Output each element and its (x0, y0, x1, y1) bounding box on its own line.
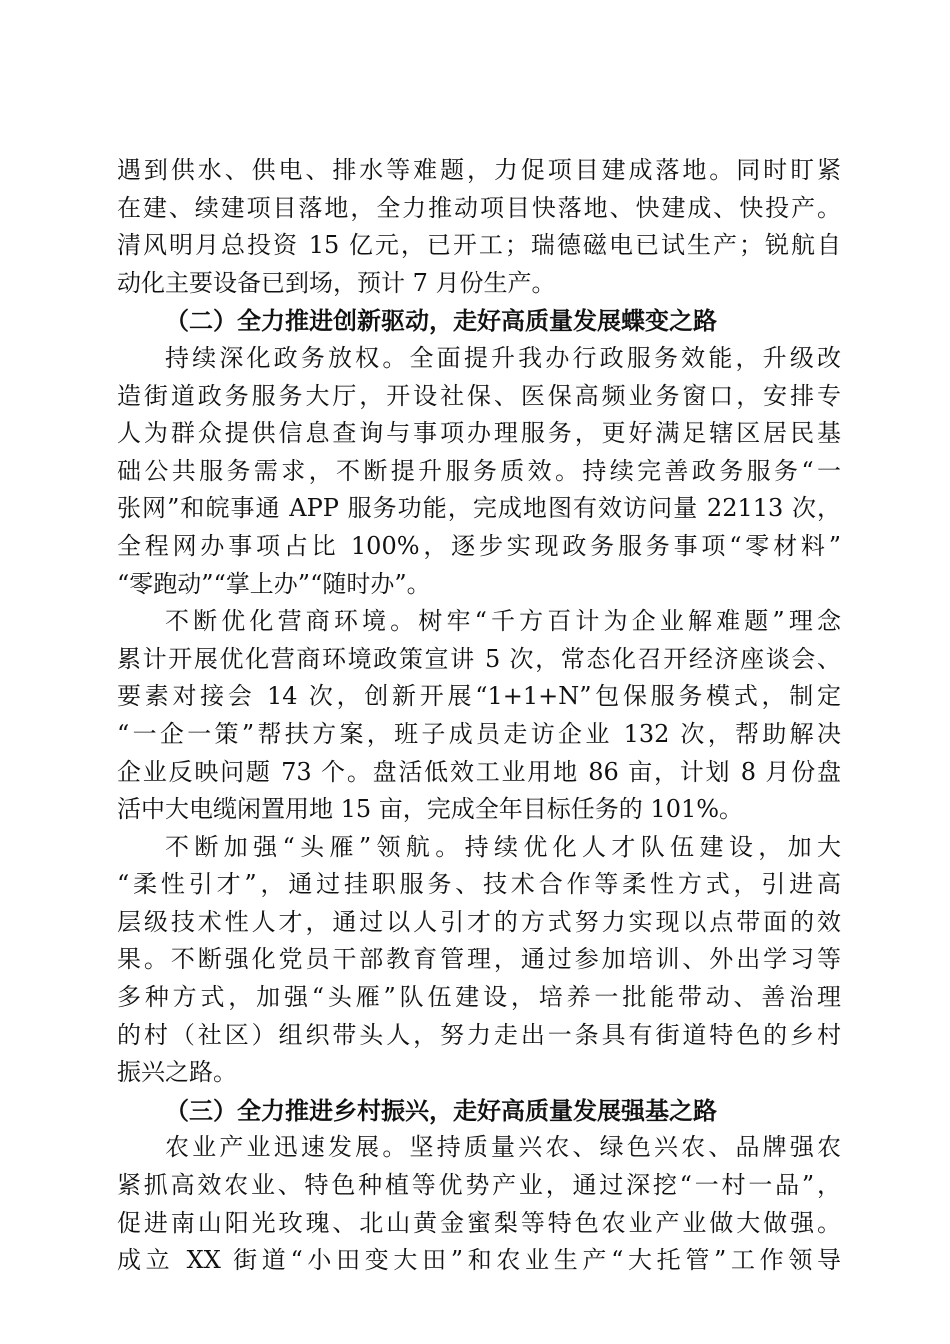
text-line: 张网”和皖事通 APP 服务功能，完成地图有效访问量 22113 次， (117, 494, 841, 523)
text-line: 要素对接会 14 次，创新开展“1+1+N”包保服务模式，制定 (117, 682, 841, 711)
document-page (117, 152, 841, 1280)
text-line: 人为群众提供信息查询与事项办理服务，更好满足辖区居民基 (117, 419, 841, 448)
text-line: 层级技术性人才，通过以人引才的方式努力实现以点带面的效 (117, 907, 841, 936)
text-line: 促进南山阳光玫瑰、北山黄金蜜梨等特色农业产业做大做强。 (117, 1208, 841, 1237)
text-line: 果。不断强化党员干部教育管理，通过参加培训、外出学习等 (117, 945, 841, 974)
text-line: 成立 XX 街道“小田变大田”和农业生产“大托管”工作领导 (117, 1246, 841, 1275)
text-line: 振兴之路。 (117, 1058, 237, 1087)
text-line: 多种方式，加强“头雁”队伍建设，培养一批能带动、善治理 (117, 983, 841, 1012)
text-line: 在建、续建项目落地，全力推动项目快落地、快建成、快投产。 (117, 193, 841, 222)
text-line: 持续深化政务放权。全面提升我办行政服务效能，升级改 (165, 343, 841, 372)
text-line: 不断加强“头雁”领航。持续优化人才队伍建设，加大 (165, 832, 841, 861)
text-line: 清风明月总投资 15 亿元，已开工；瑞德磁电已试生产；锐航自 (117, 231, 841, 260)
text-line: 紧抓高效农业、特色种植等优势产业，通过深挖“一村一品”， (117, 1171, 841, 1200)
text-line: 造街道政务服务大厅，开设社保、医保高频业务窗口，安排专 (117, 381, 841, 410)
text-line: 农业产业迅速发展。坚持质量兴农、绿色兴农、品牌强农 (165, 1133, 841, 1162)
text-line: 企业反映问题 73 个。盘活低效工业用地 86 亩，计划 8 月份盘 (117, 757, 841, 786)
section-heading: （二）全力推进创新驱动，走好高质量发展蝶变之路 (165, 306, 717, 336)
text-line: 的村（社区）组织带头人，努力走出一条具有街道特色的乡村 (117, 1020, 841, 1049)
text-line: 遇到供水、供电、排水等难题，力促项目建成落地。同时盯紧 (117, 156, 841, 184)
text-line: 础公共服务需求，不断提升服务质效。持续完善政务服务“一 (117, 456, 841, 485)
section-heading: （三）全力推进乡村振兴，走好高质量发展强基之路 (165, 1095, 717, 1125)
text-line: “柔性引才”，通过挂职服务、技术合作等柔性方式，引进高 (117, 870, 841, 899)
text-line: 活中大电缆闲置用地 15 亩，完成全年目标任务的 101%。 (117, 795, 744, 824)
text-line: 不断优化营商环境。树牢“千方百计为企业解难题”理念 (165, 607, 841, 636)
text-line: “零跑动”“掌上办”“随时办”。 (117, 569, 431, 598)
text-line: “一企一策”帮扶方案，班子成员走访企业 132 次，帮助解决 (117, 719, 841, 748)
text-line: 全程网办事项占比 100%，逐步实现政务服务事项“零材料” (117, 531, 841, 560)
text-line: 累计开展优化营商环境政策宣讲 5 次，常态化召开经济座谈会、 (117, 644, 841, 673)
text-line: 动化主要设备已到场，预计 7 月份生产。 (117, 268, 556, 297)
